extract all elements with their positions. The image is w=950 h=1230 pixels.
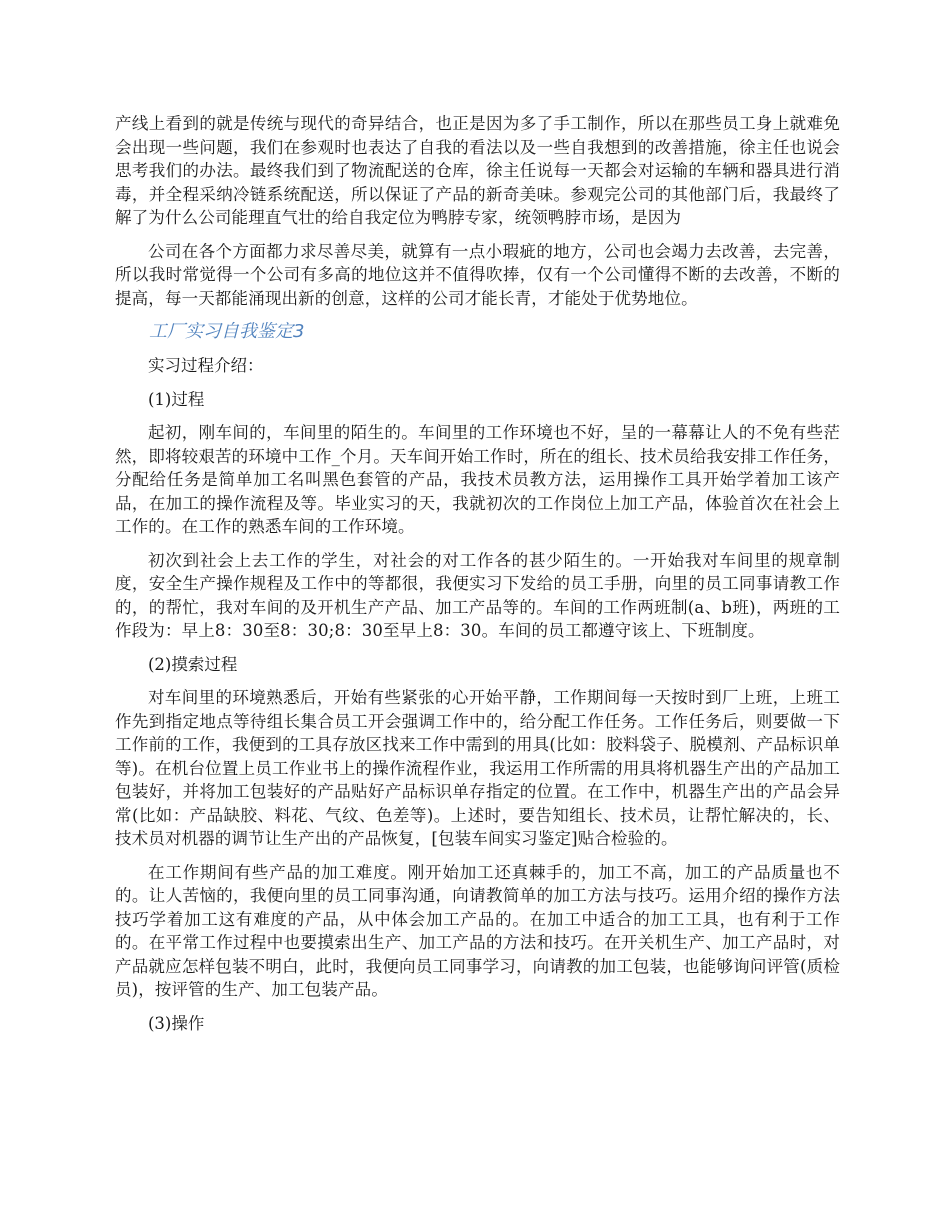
paragraph-company-improvement: 公司在各个方面都力求尽善尽美，就算有一点小瑕疵的地方，公司也会竭力去改善，去完善，所以我时常觉得一个公司有多高的地位这并不值得吹捧，仅有一个公司懂得不断的去改善，不断的提高，每一天都能涌现出新的创意，这样的公司才能长青，才能处于优势地位。 <box>115 241 840 308</box>
subsection-1-label: (1)过程 <box>148 389 205 409</box>
paragraph-continuation: 产线上看到的就是传统与现代的奇异结合，也正是因为多了手工制作，所以在那些员工身上就难免会出现一些问题，我们在参观时也表达了自我的看法以及一些自我想到的改善措施，徐主任也说会思考我们的办法。最终我们到了物流配送的仓库，徐主任说每一天都会对运输的车辆和器具进行消毒，并全程采纳冷链系统配送，所以保证了产品的新奇美味。参观完公司的其他部门后，我最终了解了为什么公司能理直气壮的给自我定位为鸭脖专家，统领鸭脖市场，是因为 <box>115 114 840 227</box>
paragraph-process-2: 初次到社会上去工作的学生，对社会的对工作各的甚少陌生的。一开始我对车间里的规章制度，安全生产操作规程及工作中的等都很，我便实习下发给的员工手册，向里的员工同事请教工作的，的帮忙，我对车间的及开机生产产品、加工产品等的。车间的工作两班制(a、b班)，两班的工作段为：早上8：30至8：30;8：30至早上8：30。车间的员工都遵守该上、下班制度。 <box>115 550 840 640</box>
paragraph-process-1: 起初，刚车间的，车间里的陌生的。车间里的工作环境也不好，呈的一幕幕让人的不免有些茫然，即将较艰苦的环境中工作_个月。天车间开始工作时，所在的组长、技术员给我安排工作任务，分配给任务是简单加工名叫黑色套管的产品，我技术员教方法，运用操作工具开始学着加工该产品，在加工的操作流程及等。毕业实习的天，我就初次的工作岗位上加工产品，体验首次在社会上工作的。在工作的熟悉车间的工作环境。 <box>115 423 840 536</box>
subsection-3-label: (3)操作 <box>148 1013 205 1033</box>
section-heading: 工厂实习自我鉴定3 <box>149 321 305 342</box>
document-body <box>115 112 840 1045</box>
paragraph-explore-2: 在工作期间有些产品的加工难度。刚开始加工还真棘手的，加工不高，加工的产品质量也不的。让人苦恼的，我便向里的员工同事沟通，向请教简单的加工方法与技巧。运用介绍的操作方法技巧学着加工这有难度的产品，从中体会加工产品的。在加工中适合的加工工具，也有利于工作的。在平常工作过程中也要摸索出生产、加工产品的方法和技巧。在开关机生产、加工产品时，对产品就应怎样包装不明白，此时，我便向员工同事学习，向请教的加工包装，也能够询问评管(质检员)，按评管的生产、加工包装产品。 <box>115 862 840 999</box>
paragraph-explore-1: 对车间里的环境熟悉后，开始有些紧张的心开始平静，工作期间每一天按时到厂上班，上班工作先到指定地点等待组长集合员工开会强调工作中的，给分配工作任务。工作任务后，则要做一下工作前的工作，我便到的工具存放区找来工作中需到的用具(比如：胶料袋子、脱模剂、产品标识单等)。在机台位置上员工作业书上的操作流程作业，我运用工作所需的用具将机器生产出的产品加工包装好，并将加工包装好的产品贴好产品标识单存指定的位置。在工作中，机器生产出的产品会异常(比如：产品缺胶、料花、气纹、色差等)。上述时，要告知组长、技术员，让帮忙解决的，长、技术员对机器的调节让生产出的产品恢复，[包装车间实习鉴定]贴合检验的。 <box>115 688 840 848</box>
subsection-2-label: (2)摸索过程 <box>148 654 238 674</box>
intro-label: 实习过程介绍： <box>148 356 264 375</box>
